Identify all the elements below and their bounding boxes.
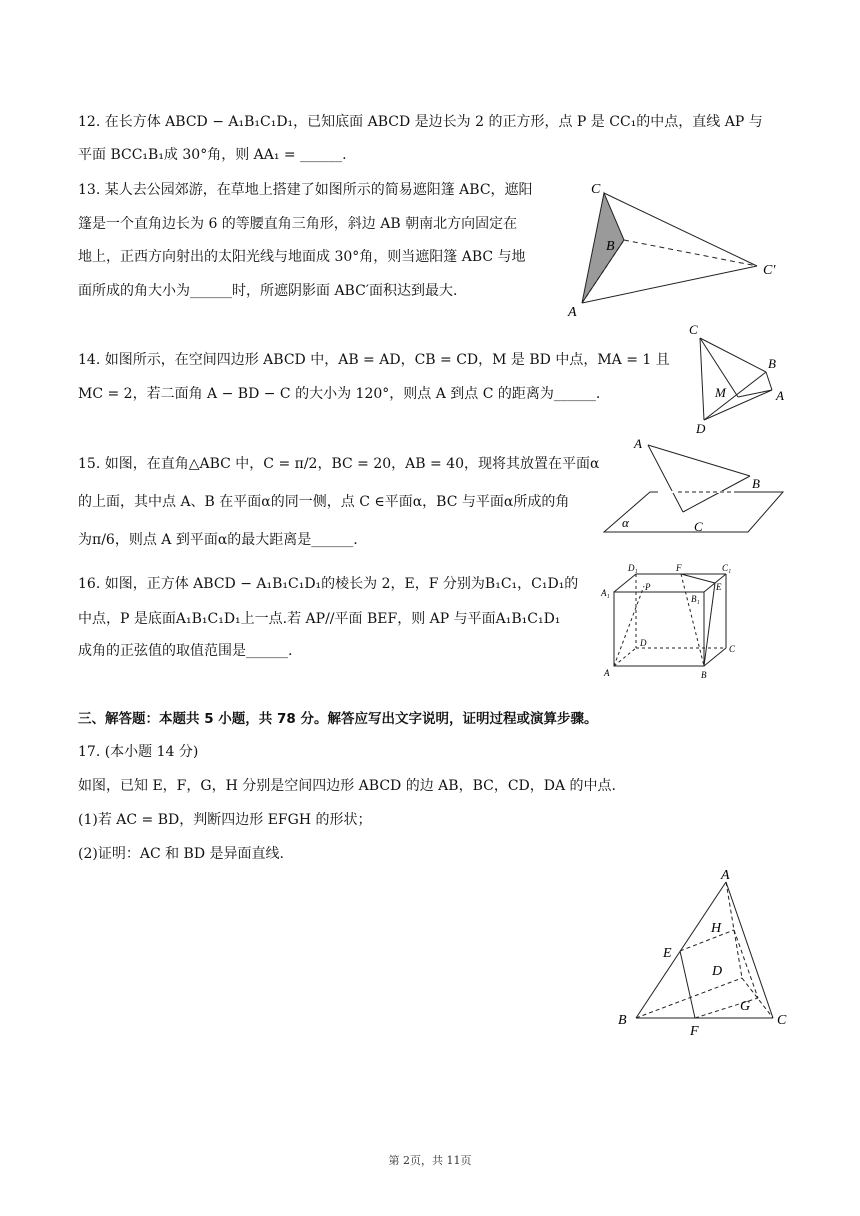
fig15-label-alpha: α: [622, 515, 629, 530]
q12-line2: 平面 BCC₁B₁成 30°角，则 AA₁ = ______.: [78, 147, 347, 163]
fig16-label-C1: C₁: [722, 563, 732, 573]
q14-line1: 14. 如图所示，在空间四边形 ABCD 中，AB = AD，CB = CD，M 是 BD 中点，MA = 1 且: [78, 352, 670, 368]
q17-part2: (2)证明：AC 和 BD 是异面直线.: [78, 846, 284, 862]
fig13-label-Cprime: C′: [763, 263, 776, 278]
fig17-label-B: B: [618, 1013, 627, 1028]
q12-line1: 12. 在长方体 ABCD − A₁B₁C₁D₁，已知底面 ABCD 是边长为 2 的正方形，点 P 是 CC₁的中点，直线 AP 与: [78, 114, 763, 130]
q16-line2: 中点，P 是底面A₁B₁C₁D₁上一点.若 AP//平面 BEF，则 AP 与平面A₁B₁C₁D₁: [78, 611, 561, 627]
fig15-label-B: B: [752, 476, 760, 491]
q13-line1: 13. 某人去公园郊游，在草地上搭建了如图所示的简易遮阳篷 ABC，遮阳: [78, 182, 533, 198]
q17-part1: (1)若 AC = BD，判断四边形 EFGH 的形状；: [78, 812, 372, 828]
fig14-label-C: C: [689, 322, 698, 337]
q16-line1: 16. 如图，正方体 ABCD − A₁B₁C₁D₁的棱长为 2，E，F 分别为B₁C₁，C₁D₁的: [78, 576, 579, 592]
q17-stem: 如图，已知 E，F，G，H 分别是空间四边形 ABCD 的边 AB，BC，CD，DA 的中点.: [78, 778, 617, 794]
figure-q15: [598, 432, 793, 542]
fig16-label-B1: B₁: [691, 594, 700, 604]
figure-q13: [560, 178, 790, 323]
q15-line3: 为π/6，则点 A 到平面α的最大距离是______.: [78, 532, 358, 548]
fig16-label-C: C: [729, 644, 736, 654]
q13-line3: 地上，正西方向射出的太阳光线与地面成 30°角，则当遮阳篷 ABC 与地: [78, 249, 526, 265]
figure-q14: [684, 322, 794, 437]
fig13-label-B: B: [606, 239, 615, 254]
fig13-label-C: C: [591, 182, 601, 197]
q13-line4: 面所成的角大小为______时，所遮阴影面 ABC′面积达到最大.: [78, 283, 458, 299]
q15-line1: 15. 如图，在直角△ABC 中，C = π/2，BC = 20，AB = 40，现将其放置在平面α: [78, 456, 600, 472]
q17-title: 17. (本小题 14 分): [78, 744, 199, 760]
fig17-label-H: H: [711, 921, 722, 936]
fig14-label-M: M: [715, 385, 726, 400]
fig14-label-A: A: [776, 388, 784, 403]
fig16-label-P: P: [645, 582, 651, 592]
fig14-label-B: B: [768, 356, 776, 371]
fig17-label-G: G: [740, 999, 751, 1014]
fig17-label-E: E: [663, 946, 672, 961]
fig16-label-A: A: [604, 668, 610, 678]
page-footer: 第 2页，共 11页: [388, 1154, 472, 1167]
fig15-label-A: A: [634, 436, 642, 451]
fig13-label-A: A: [568, 305, 577, 320]
q15-line2: 的上面，其中点 A、B 在平面α的同一侧，点 C ∈平面α，BC 与平面α所成的角: [78, 494, 570, 510]
section3-heading: 三、解答题：本题共 5 小题，共 78 分。解答应写出文字说明，证明过程或演算步骤。: [78, 711, 598, 727]
fig14-label-D: D: [696, 421, 706, 436]
fig17-label-A: A: [721, 868, 730, 883]
fig16-label-F: F: [676, 563, 682, 573]
fig16-label-D1: D₁: [628, 563, 638, 573]
fig16-label-B: B: [701, 670, 707, 680]
fig17-label-F: F: [690, 1024, 699, 1039]
figure-q16: [598, 560, 743, 685]
fig17-label-D: D: [712, 964, 723, 979]
fig16-label-A1: A₁: [601, 588, 610, 598]
q14-line2: MC = 2，若二面角 A − BD − C 的大小为 120°，则点 A 到点 C 的距离为______.: [78, 386, 601, 402]
figure-q17: [610, 868, 795, 1040]
fig16-label-D: D: [640, 638, 647, 648]
q13-line2: 篷是一个直角边长为 6 的等腰直角三角形，斜边 AB 朝南北方向固定在: [78, 216, 518, 232]
fig16-label-E: E: [716, 582, 722, 592]
fig15-label-C: C: [694, 519, 703, 534]
fig17-label-C: C: [777, 1013, 787, 1028]
q16-line3: 成角的正弦值的取值范围是______.: [78, 643, 293, 659]
